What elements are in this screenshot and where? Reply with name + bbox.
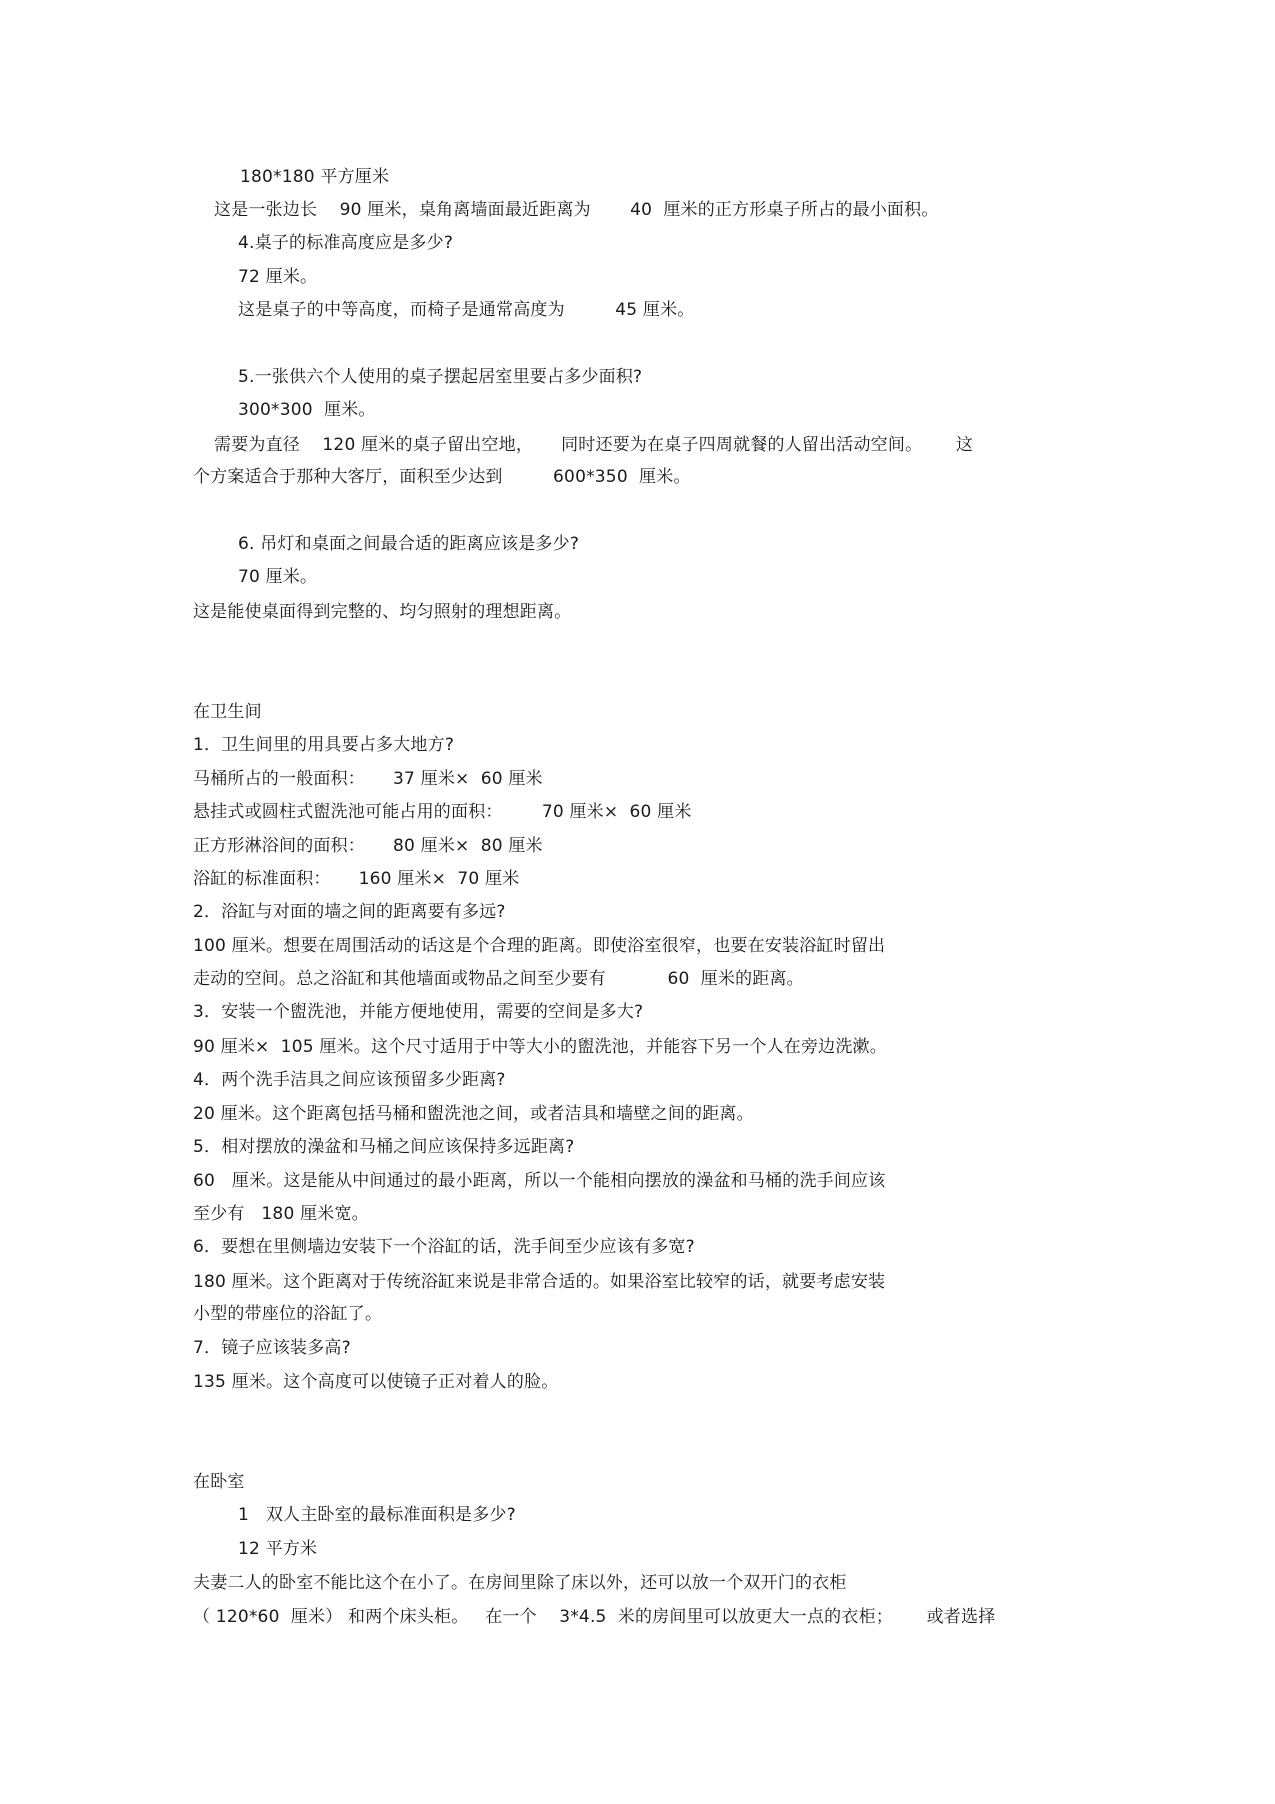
- text-line: 悬挂式或圆柱式盥洗池可能占用的面积： 70 厘米× 60 厘米: [193, 802, 692, 822]
- text-line: 浴缸的标准面积： 160 厘米× 70 厘米: [193, 869, 520, 889]
- text-line: 夫妻二人的卧室不能比这个在小了。在房间里除了床以外，还可以放一个双开门的衣柜: [193, 1573, 847, 1593]
- text-line: 7．镜子应该装多高?: [193, 1338, 351, 1358]
- text-line: 走动的空间。总之浴缸和其他墙面或物品之间至少要有 60 厘米的距离。: [193, 969, 804, 989]
- text-line: 1．卫生间里的用具要占多大地方?: [193, 735, 455, 755]
- text-line: 需要为直径 120 厘米的桌子留出空地， 同时还要为在桌子四周就餐的人留出活动空间。 这: [214, 435, 974, 455]
- text-line: 至少有 180 厘米宽。: [193, 1204, 369, 1224]
- text-line: 小型的带座位的浴缸了。: [193, 1304, 383, 1324]
- text-line: 90 厘米× 105 厘米。这个尺寸适用于中等大小的盥洗池，并能容下另一个人在旁边洗漱。: [193, 1037, 887, 1057]
- text-line: （ 120*60 厘米） 和两个床头柜。 在一个 3*4.5 米的房间里可以放更大一点的衣柜； 或者选择: [193, 1607, 996, 1627]
- text-line: 180 厘米。这个距离对于传统浴缸来说是非常合适的。如果浴室比较窄的话，就要考虑安装: [193, 1272, 886, 1292]
- text-line: 300*300 厘米。: [238, 400, 376, 420]
- text-line: 马桶所占的一般面积： 37 厘米× 60 厘米: [193, 769, 543, 789]
- text-line: 5．相对摆放的澡盆和马桶之间应该保持多远距离?: [193, 1137, 575, 1157]
- text-line: 这是一张边长 90 厘米，桌角离墙面最近距离为 40 厘米的正方形桌子所占的最小面积。: [214, 200, 939, 220]
- text-line: 2．浴缸与对面的墙之间的距离要有多远?: [193, 902, 506, 922]
- text-line: 72 厘米。: [238, 267, 318, 287]
- section-heading: 在卧室: [193, 1472, 245, 1492]
- text-line: 6. 吊灯和桌面之间最合适的距离应该是多少?: [238, 534, 580, 554]
- text-line: 20 厘米。这个距离包括马桶和盥洗池之间，或者洁具和墙壁之间的距离。: [193, 1104, 754, 1124]
- text-line: 正方形淋浴间的面积： 80 厘米× 80 厘米: [193, 836, 543, 856]
- text-line: 个方案适合于那种大客厅，面积至少达到 600*350 厘米。: [193, 467, 691, 487]
- text-line: 70 厘米。: [238, 567, 318, 587]
- text-line: 3．安装一个盥洗池，并能方便地使用，需要的空间是多大?: [193, 1002, 644, 1022]
- text-line: 5.一张供六个人使用的桌子摆起居室里要占多少面积?: [238, 367, 643, 387]
- text-line: 这是桌子的中等高度，而椅子是通常高度为 45 厘米。: [238, 300, 695, 320]
- section-heading: 在卫生间: [193, 702, 262, 722]
- text-line: 100 厘米。想要在周围活动的话这是个合理的距离。即使浴室很窄，也要在安装浴缸时留出: [193, 936, 886, 956]
- text-line: 135 厘米。这个高度可以使镜子正对着人的脸。: [193, 1372, 559, 1392]
- text-line: 60 厘米。这是能从中间通过的最小距离，所以一个能相向摆放的澡盆和马桶的洗手间应该: [193, 1171, 886, 1191]
- text-line: 4.桌子的标准高度应是多少?: [238, 233, 454, 253]
- text-line: 12 平方米: [238, 1539, 318, 1559]
- text-line: 4．两个洗手洁具之间应该预留多少距离?: [193, 1070, 506, 1090]
- text-line: 180*180 平方厘米: [240, 167, 390, 187]
- text-line: 1 双人主卧室的最标准面积是多少?: [238, 1505, 516, 1525]
- text-line: 6．要想在里侧墙边安装下一个浴缸的话，洗手间至少应该有多宽?: [193, 1237, 695, 1257]
- text-line: 这是能使桌面得到完整的、均匀照射的理想距离。: [193, 602, 572, 622]
